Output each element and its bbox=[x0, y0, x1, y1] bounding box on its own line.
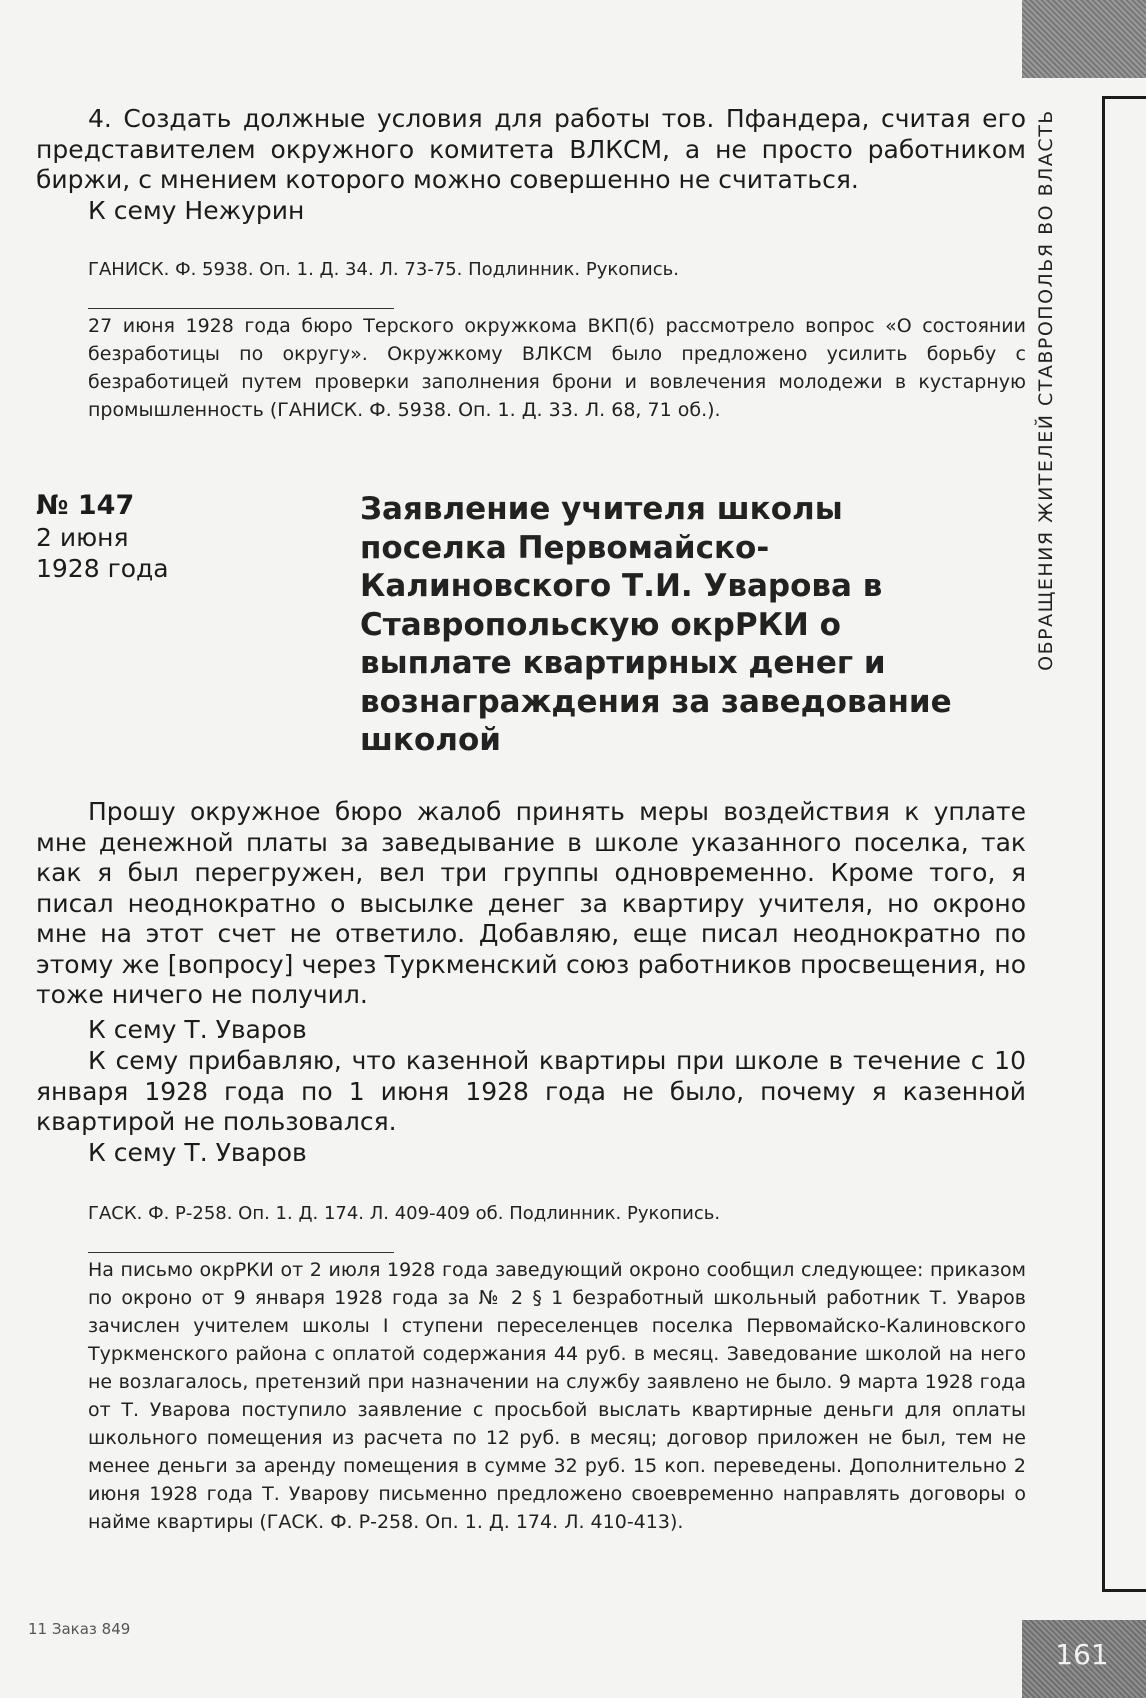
document-footnote: На письмо окрРКИ от 2 июля 1928 года заведующий окроно сообщил следующее: приказом по окроно от 9 января 1928 года за № 2 § 1 безработный школьный работник Т. Уваров зачислен учителем школы I ступени переселенцев поселка Первомайско-Калиновского Туркменского района с оплатой содержания 44 руб. в месяц. Заведование школой на него не возлагалось, претензий при назначении на службу заявлено не было. 9 марта 1928 года от Т. Уварова поступило заявление с просьбой выслать квартирные деньги для оплаты школьного помещения из расчета по 12 руб. в месяц; договор приложен не был, тем не менее деньги за аренду помещения в сумме 32 руб. 15 коп. переведены. Дополнительно 2 июня 1928 года Т. Уварову письменно предложено своевременно направлять договоры о найме квартиры (ГАСК. Ф. Р-258. Оп. 1. Д. 174. Л. 410-413). bbox=[88, 1259, 1026, 1533]
document-date-day: 2 июня bbox=[36, 523, 129, 552]
top-footnote: 27 июня 1928 года бюро Терского окружкома ВКП(б) рассмотрело вопрос «О состоянии безработицы по округу». Окружкому ВЛКСМ было предложено усилить борьбу с безработицей путем проверки заполнения брони и вовлечения молодежи в кустарную промышленность (ГАНИСК. Ф. 5938. Оп. 1. Д. 33. Л. 68, 71 об.). bbox=[88, 315, 1026, 421]
document-footnote-rule bbox=[88, 1252, 394, 1253]
print-mark: 11 Заказ 849 bbox=[28, 1620, 131, 1638]
top-paragraph: 4. Создать должные условия для работы тов. Пфандера, считая его представителем окружного комитета ВЛКСМ, а не просто работником биржи, с мнением которого можно совершенно не считаться. bbox=[36, 104, 1026, 194]
top-signature: К сему Нежурин bbox=[88, 196, 305, 225]
side-header-text: ОБРАЩЕНИЯ ЖИТЕЛЕЙ СТАВРОПОЛЬЯ ВО ВЛАСТЬ bbox=[1035, 109, 1057, 671]
side-frame bbox=[1102, 96, 1146, 1592]
document-signature-1: К сему Т. Уваров bbox=[88, 1015, 307, 1044]
document-source: ГАСК. Ф. Р-258. Оп. 1. Д. 174. Л. 409-409 об. Подлинник. Рукопись. bbox=[88, 1203, 721, 1224]
document-title: Заявление учителя школы поселка Первомайско-Калиновского Т.И. Уварова в Ставропольскую окрРКИ о выплате квартирных денег и вознаграждения за заведование школой bbox=[360, 491, 952, 758]
top-footnote-rule bbox=[88, 308, 394, 309]
document-signature-2: К сему Т. Уваров bbox=[88, 1138, 307, 1167]
document-paragraph-1: Прошу окружное бюро жалоб принять меры воздействия к уплате мне денежной платы за заведывание в школе указанного поселка, так как я был перегружен, вел три группы одновременно. Кроме того, я писал неоднократно о высылке денег за квартиру учителя, но окроно мне на этот счет не ответило. Добавляю, еще писал неоднократно по этому же [вопросу] через Туркменский союз работников просвещения, но тоже ничего не получил. bbox=[36, 797, 1026, 1009]
document-date-year: 1928 года bbox=[36, 554, 169, 583]
document-paragraph-2: К сему прибавляю, что казенной квартиры при школе в течение с 10 января 1928 года по 1 июня 1928 года не было, почему я казенной квартирой не пользовался. bbox=[36, 1046, 1026, 1136]
page-number: 161 bbox=[1055, 1638, 1109, 1671]
top-source: ГАНИСК. Ф. 5938. Оп. 1. Д. 34. Л. 73-75. Подлинник. Рукопись. bbox=[88, 259, 679, 280]
document-number: № 147 bbox=[36, 490, 135, 521]
corner-tab bbox=[1022, 0, 1146, 78]
